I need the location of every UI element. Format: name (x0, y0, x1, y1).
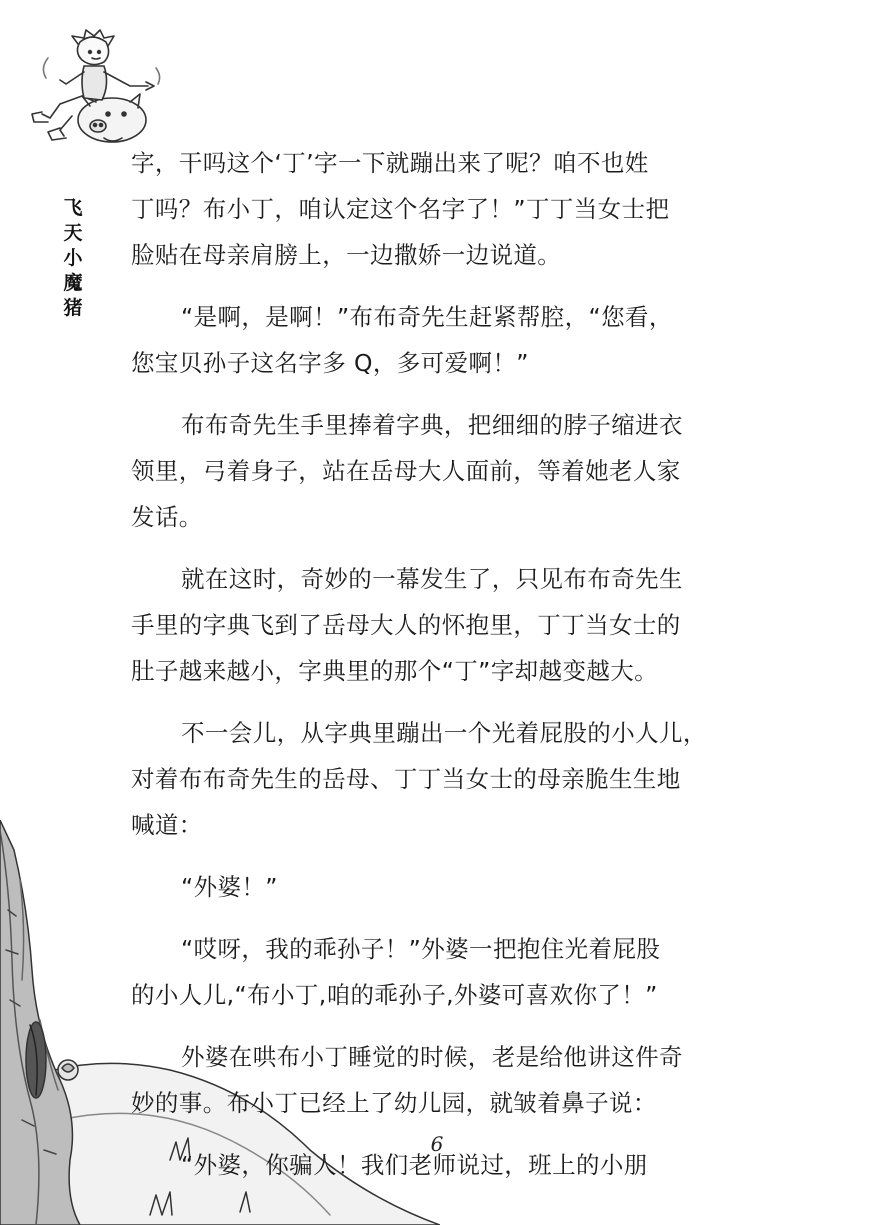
paragraph (131, 294, 751, 386)
title-char: 飞 (63, 197, 83, 219)
title-char: 魔 (63, 272, 83, 294)
text-line: 布布奇先生手里捧着字典，把细细的脖子缩进衣 (181, 411, 683, 439)
text-line: “外婆！” (181, 873, 278, 901)
paragraph-continued (131, 140, 751, 278)
text-line: 字，干吗这个‘丁’字一下就蹦出来了呢？咱不也姓 (131, 149, 649, 177)
paragraph (131, 710, 751, 848)
boy-riding-pig-illustration (20, 28, 170, 148)
text-line: “是啊，是啊！”布布奇先生赶紧帮腔，“您看， (181, 303, 673, 331)
book-title-vertical (58, 196, 88, 321)
text-line: “外婆，你骗人！我们老师说过，班上的小朋 (181, 1151, 648, 1179)
paragraph (131, 864, 751, 910)
text-line: “哎呀，我的乖孙子！”外婆一把抱住光着屁股 (181, 935, 661, 963)
page-number: 6 (430, 1132, 444, 1156)
text-line: 脸贴在母亲肩膀上，一边撒娇一边说道。 (131, 241, 562, 269)
text-line: 不一会儿，从字典里蹦出一个光着屁股的小人儿， (181, 719, 707, 747)
paragraph (131, 1034, 751, 1126)
text-line: 丁吗？布小丁，咱认定这个名字了！”丁丁当女士把 (131, 195, 670, 223)
text-line: 的小人儿,“布小丁,咱的乖孙子,外婆可喜欢你了！” (131, 981, 658, 1009)
paragraph (131, 402, 751, 540)
text-line: 发话。 (131, 503, 203, 531)
text-line: 领里，弓着身子，站在岳母大人面前，等着她老人家 (131, 457, 681, 485)
text-line: 肚子越来越小，字典里的那个“丁”字却越变越大。 (131, 657, 659, 685)
text-line: 外婆在哄布小丁睡觉的时候，老是给他讲这件奇 (181, 1043, 683, 1071)
body-text (131, 140, 751, 1188)
title-char: 小 (63, 247, 83, 269)
text-line: 您宝贝孙子这名字多 Q，多可爱啊！” (131, 349, 529, 377)
text-line: 就在这时，奇妙的一幕发生了，只见布布奇先生 (181, 565, 683, 593)
title-char: 天 (63, 222, 83, 244)
text-line: 妙的事。布小丁已经上了幼儿园，就皱着鼻子说： (131, 1089, 657, 1117)
text-line: 对着布布奇先生的岳母、丁丁当女士的母亲脆生生地 (131, 765, 681, 793)
paragraph (131, 556, 751, 694)
text-line: 手里的字典飞到了岳母大人的怀抱里，丁丁当女士的 (131, 611, 681, 639)
title-char: 猪 (63, 297, 83, 319)
paragraph (131, 926, 751, 1018)
text-line: 喊道： (131, 811, 203, 839)
